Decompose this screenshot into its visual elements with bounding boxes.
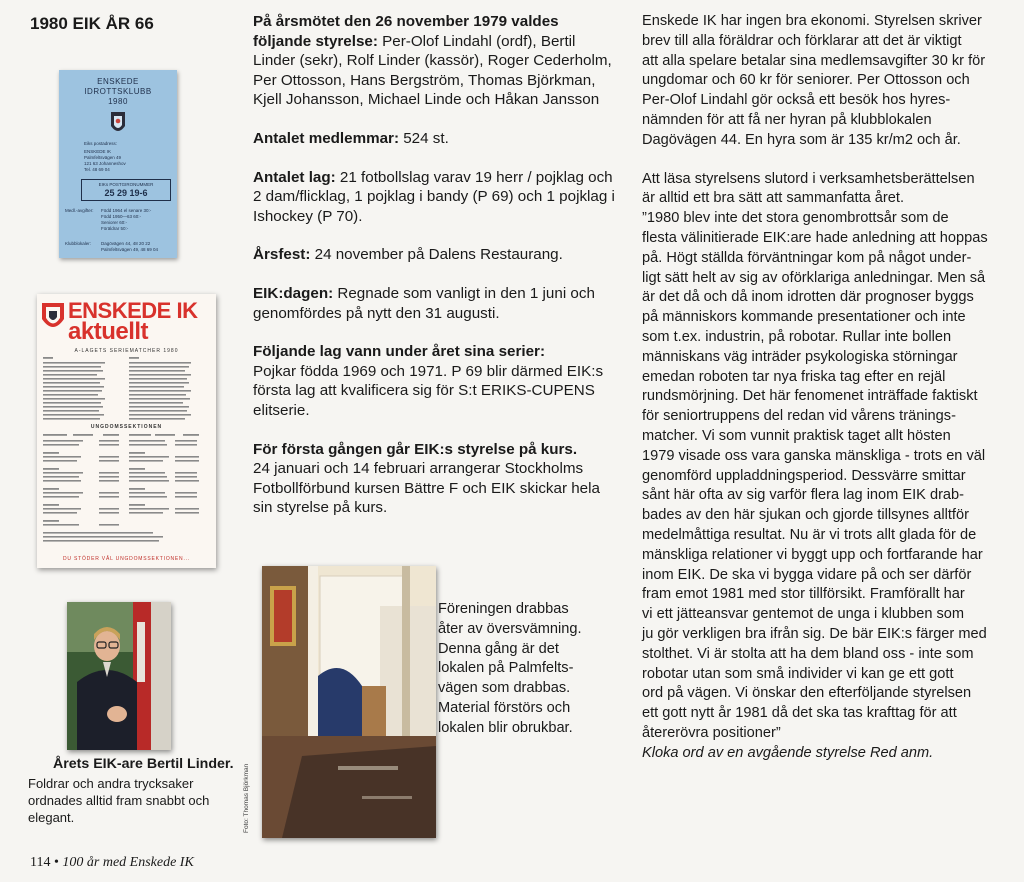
right-paragraph-economy xyxy=(642,12,1018,151)
right-line: Att läsa styrelsens slutord i verksamhetsberättelsen xyxy=(642,170,975,187)
right-line: robotar utan som små individer vi kan ge ett gott xyxy=(642,665,954,682)
right-line: bades av den här sjukan och gjorde tillsynes alltför xyxy=(642,507,969,524)
right-line: är alltid ett bra sätt att sammanfatta året. xyxy=(642,190,904,207)
right-line: på människors kommande presentationer och inte xyxy=(642,309,966,326)
page-heading: 1980 EIK ÅR 66 xyxy=(30,14,154,33)
members-heading: Antalet medlemmar: xyxy=(253,129,400,147)
right-line: 1979 visade oss vara ganska mänskliga - trots en väl xyxy=(642,447,986,464)
winners-text: Pojkar födda 1969 och 1971. P 69 blir därmed EIK:s första lag att kvalificera sig för S:t ERIKS-CUPENS elitserie. xyxy=(253,362,604,419)
right-paragraph-summary xyxy=(642,170,1018,744)
flood-caption-line: Material förstörs och xyxy=(438,699,571,716)
flood-caption-line: Denna gång är det xyxy=(438,640,559,657)
flood-caption-line: lokalen blir obrukbar. xyxy=(438,719,573,736)
right-line: på. Högt ställda förväntningar kom på något under- xyxy=(642,249,972,266)
flood-caption-line: vägen som drabbas. xyxy=(438,680,571,697)
right-line: inom EIK. De ska vi bygga vidare på och ser därför xyxy=(642,566,972,583)
middle-paragraph-party xyxy=(253,245,619,265)
right-line: ju gör verkligen bra ifrån sig. De bär EIK:s färger med xyxy=(642,625,987,642)
winners-heading: Följande lag vann under året sina serier: xyxy=(253,343,546,361)
middle-paragraph-eikday xyxy=(253,284,619,323)
right-line: flesta välinitierade EIK:are hade anledning att hoppas xyxy=(642,229,988,246)
card-address-2: Palmfeltsvägen 49 xyxy=(84,155,122,160)
card-postgiro-number: 25 29 19-6 xyxy=(104,188,148,198)
teams-text: 21 fotbollslag varav 19 herr / pojklag och 2 dam/flicklag, 1 pojklag i bandy (P 69) och 1 pojklag i Ishockey (P 70). xyxy=(253,168,615,225)
card-fee-label: Medl.-avgifter: xyxy=(65,208,94,213)
right-line: ord på vägen. Vi önskar den efterföljande styrelsen xyxy=(642,685,972,702)
right-line: för seniortruppens del redan vid vårens tränings- xyxy=(642,408,956,425)
aktuellt-leaflet xyxy=(37,294,216,568)
right-line: nämnden för att få ner hyran på klubblokalen xyxy=(642,111,932,128)
right-line: ett gott nytt år 1981 då det ska tas krafttag för att xyxy=(642,705,957,722)
book-title: 100 år med Enskede IK xyxy=(62,855,194,870)
card-address-4: Tel. 48 69 04 xyxy=(84,167,110,172)
card-locals-2: Palmfeltsvägen 49, 48 69 04 xyxy=(101,247,159,252)
aktuellt-brand-line2: aktuellt xyxy=(68,318,149,345)
photo-credit-wrapper xyxy=(233,763,273,838)
footer-bullet: • xyxy=(53,855,59,870)
flood-caption-line: Föreningen drabbas xyxy=(438,601,569,617)
right-line: medelmåttiga resultat. Nu är vi trots allt glada för de xyxy=(642,526,977,543)
right-line: återerövra positioner” xyxy=(642,724,781,741)
course-text: 24 januari och 14 februari arrangerar Stockholms Fotbollförbund kursen Bättre F och EIK skickar hela sin styrelse på kurs. xyxy=(253,460,600,517)
members-text: 524 st. xyxy=(399,129,449,147)
party-heading: Årsfest: xyxy=(253,246,311,264)
right-line: genomförd uppladdningsperiod. Dessvärre smittar xyxy=(642,467,966,484)
right-line: ”1980 blev inte det stora genombrottsår som de xyxy=(642,210,949,227)
right-line: människans väg inträder psykologiska störningar xyxy=(642,348,958,365)
party-text: 24 november på Dalens Restaurang. xyxy=(310,246,563,264)
card-locals-1: Dagövägen 44, 48 20 22 xyxy=(101,241,151,246)
bertil-caption-text xyxy=(28,775,228,826)
right-line: ligt sätt helt av sig av oförklariga anledningar. Men så xyxy=(642,269,986,286)
membership-card xyxy=(59,70,177,258)
bertil-caption-line: elegant. xyxy=(28,810,75,825)
card-fee-2: Född 1950—63 60:- xyxy=(101,214,142,219)
youth-contacts-block xyxy=(43,434,210,546)
middle-paragraph-winners xyxy=(253,342,619,420)
card-fee-4: Föräldrar 50:- xyxy=(101,226,129,231)
eikday-text: Regnade som vanligt in den 1 juni och genomfördes på nytt den 31 augusti. xyxy=(253,284,595,322)
card-postgiro-box xyxy=(81,179,171,201)
right-line: rundsmörjning. Det här fenomenet inträffade faktiskt xyxy=(642,388,978,405)
club-shield-icon xyxy=(40,301,66,335)
card-year: 1980 xyxy=(108,97,128,106)
flood-caption xyxy=(438,600,608,739)
page-footer xyxy=(30,855,194,871)
right-line: Enskede IK har ingen bra ekonomi. Styrelsen skriver xyxy=(642,13,982,29)
card-postgiro-label: EIKs POSTGIRONUMMER xyxy=(98,182,154,187)
right-line: Per-Olof Lindahl gör också ett besök hos hyres- xyxy=(642,92,951,109)
right-line: ungdomar och 60 kr för seniorer. Per Ottosson och xyxy=(642,72,970,89)
middle-paragraph-course xyxy=(253,440,619,518)
flood-caption-line: lokalen på Palmfelts- xyxy=(438,660,574,677)
right-line: som t.ex. industrin, på robotar. Rullar inte bollen xyxy=(642,328,952,345)
right-column xyxy=(642,12,1018,763)
right-closing-note: Kloka ord av en avgående styrelse Red anm. xyxy=(642,744,934,761)
aktuellt-brand-line1: ENSKEDE IK xyxy=(68,298,198,323)
right-line: emedan roboten tar nya friska tag efter en rejäl xyxy=(642,368,946,385)
middle-paragraph-teams xyxy=(253,168,619,227)
right-line: sånt här ofta av sig varför flera lag inom EIK drab- xyxy=(642,487,965,504)
right-line: mänskliga relationer vi byggt upp och fortfarande har xyxy=(642,546,983,563)
board-text: Per-Olof Lindahl (ordf), Bertil Linder (sekr), Rolf Linder (kassör), Roger Cederholm, Per Ottosson, Hans Bergström, Thomas Björkman, Kjell Johansson, Michael Linde och Håkan Jansson xyxy=(253,32,612,109)
card-address-3: 121 63 Johanneshov xyxy=(84,161,126,166)
right-line: att alla spelare betalar sina medlemsavgifter 30 kr för xyxy=(642,52,986,69)
bertil-caption-bold: Årets EIK-are Bertil Linder. xyxy=(53,756,234,772)
card-club-line1: ENSKEDE xyxy=(97,77,139,86)
aktuellt-footer: DU STÖDER VÅL UNGDOMSSEKTIONEN... xyxy=(62,556,191,562)
right-line: Dagövägen 44. En hyra som är 135 kr/m2 och år. xyxy=(642,131,961,148)
board-heading: På årsmötet den 26 november 1979 valdes följande styrelse: xyxy=(253,13,559,50)
bertil-caption-line: ordnades alltid fram snabbt och xyxy=(28,793,210,808)
right-line: brev till alla föräldrar och förklarar att det är viktigt xyxy=(642,32,962,49)
eikday-heading: EIK:dagen: xyxy=(253,284,334,302)
page-number: 114 xyxy=(30,855,51,870)
teams-heading: Antalet lag: xyxy=(253,168,336,186)
flood-photo xyxy=(262,566,436,838)
card-address-label: Eiks postadress: xyxy=(84,141,118,146)
right-line: matcher. Vi som vunnit praktisk taget allt hösten xyxy=(642,427,951,444)
right-line: är det då och då inom idrotten där prognoser byggs xyxy=(642,289,974,306)
club-crest-icon xyxy=(59,107,177,141)
middle-paragraph-board xyxy=(253,12,619,110)
photo-credit: Foto: Thomas Björkman xyxy=(243,763,250,833)
aktuellt-subtitle: A-LAGETS SERIEMATCHER 1980 xyxy=(74,348,179,354)
bertil-linder-photo xyxy=(67,602,171,750)
right-line: vi ett jätteansvar gentemot de unga i klubben som xyxy=(642,606,965,623)
bertil-caption-line: Foldrar och andra trycksaker xyxy=(28,776,194,791)
course-heading: För första gången går EIK:s styrelse på kurs. xyxy=(253,440,578,458)
card-address-1: ENSKEDE IK xyxy=(84,149,112,154)
middle-paragraph-members xyxy=(253,129,619,149)
aktuellt-youth-heading: UNGDOMSSEKTIONEN xyxy=(90,424,163,430)
card-club-line2: IDROTTSKLUBB xyxy=(84,87,152,96)
flood-caption-line: åter av översvämning. xyxy=(438,620,582,637)
right-line: stolthet. Vi är stolta att ha dem bland oss - inte som xyxy=(642,645,974,662)
card-locals-label: Klubblokaler: xyxy=(65,241,92,246)
card-fee-3: Seniorer 60:- xyxy=(101,220,128,225)
middle-column xyxy=(253,12,619,537)
card-fee-1: Född 1964 el senare 30:- xyxy=(101,208,152,213)
right-line: fram emot 1981 med stor tillförsikt. Framförallt har xyxy=(642,586,965,603)
